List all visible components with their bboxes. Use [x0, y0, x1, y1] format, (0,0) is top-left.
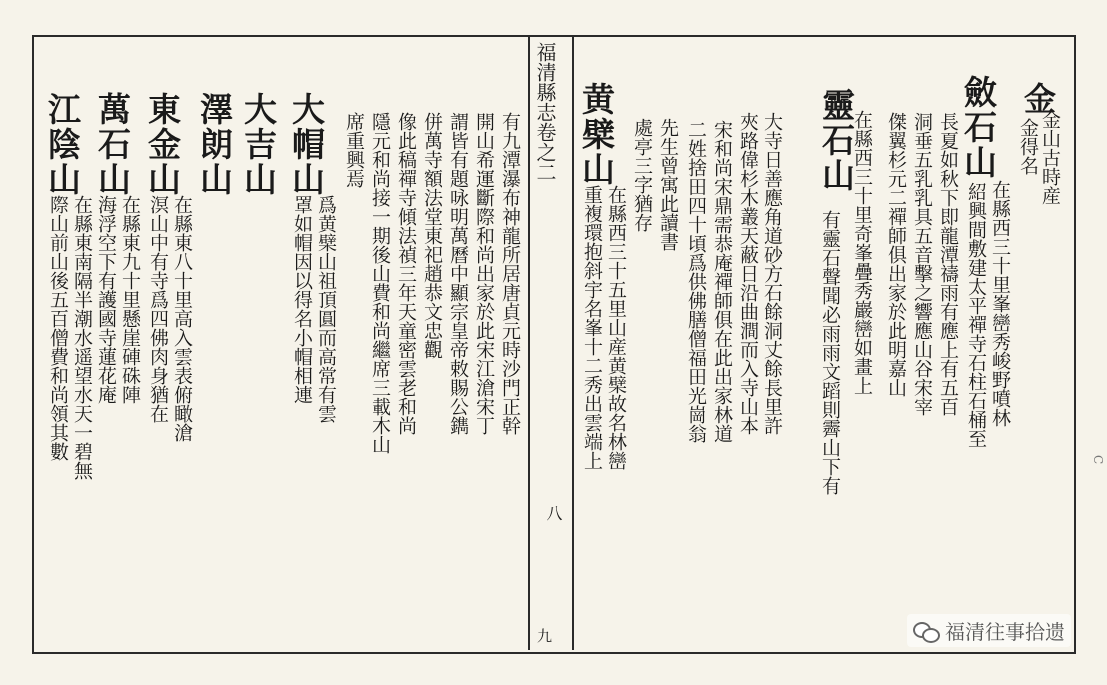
entry-line: 溟山中有寺爲四佛肉身猶在 [147, 195, 169, 423]
entry-line: 在縣西三十里奇峯疊秀巖巒如畫上 [851, 110, 873, 395]
entry-line: 席重興焉 [343, 112, 365, 188]
edge-mark: C [1091, 455, 1105, 465]
entry-line: 重複環抱斜宇名峯十二秀出雲端上 [581, 185, 603, 470]
entry-line: 在縣東八十里高入雲表俯瞰滄 [171, 195, 193, 442]
entry-title-jiangyin: 江陰山 [43, 92, 82, 197]
entry-line: 際山前山後五百僧費和尚領其數 [47, 195, 69, 461]
entry-line: 夾路偉杉木叢天蔽日沿曲澗而入寺山本 [737, 112, 759, 435]
entry-title-lianshi: 斂石山 [959, 75, 998, 180]
entry-tail-line-1: 金山古時産 [1039, 110, 1061, 205]
entry-line: 長夏如秋下即龍潭禱雨有應上有五百 [937, 112, 959, 416]
entry-title-huangnie: 黄檗山 [577, 82, 616, 187]
entry-line: 隱元和尚接一期後山費和尚繼席三載木山 [369, 112, 391, 454]
entry-line: 像此稿禪寺傾法禎三年天童密雲老和尚 [395, 112, 417, 435]
page-number: 九 [535, 628, 553, 643]
entry-line: 海浮空下有護國寺蓮花庵 [95, 195, 117, 404]
entry-line: 罩如帽因以得名小帽相連 [291, 195, 313, 404]
entry-title-daji: 大吉山 [239, 92, 278, 197]
entry-line: 在縣西三十五里山産黄檗故名林巒 [605, 185, 627, 470]
entry-line: 紹興間敷建太平禪寺石柱石桶至 [965, 182, 987, 448]
wechat-icon [913, 620, 939, 642]
watermark-text: 福清往事拾遗 [945, 620, 1065, 644]
entry-tail-char-1: 金 [1019, 82, 1057, 116]
entry-title-dongjin: 東金山 [143, 92, 182, 197]
entry-line: 處亭三字猶存 [631, 118, 653, 232]
entry-line: 洞垂五乳乳具五音擊之響應山谷宋宰 [911, 112, 933, 416]
entry-line: 二姓捨田四十頃爲供佛膳僧福田光崗翁 [685, 120, 707, 443]
entry-line: 在縣東南隔半潮水遥望水天一碧無 [71, 195, 93, 480]
entry-title-damao: 大帽山 [287, 92, 326, 197]
entry-line: 爲黄檗山祖頂圓而高常有雲 [315, 195, 337, 423]
entry-line: 謂皆有題咏明萬曆中顯宗皇帝敕賜公鐫 [447, 112, 469, 435]
entry-line: 宋和尚宋鼎需恭庵禪師俱在此出家林道 [711, 120, 733, 443]
entry-line: 在縣東九十里懸崖硨硃陣 [119, 195, 141, 404]
entry-line: 開山希運斷際和尚出家於此宋江滄宋丁 [473, 112, 495, 435]
watermark [907, 614, 1071, 647]
entry-line: 有靈石聲聞必雨雨文蹈則霽山下有 [819, 210, 841, 495]
entry-line: 有九潭瀑布神龍所居唐貞元時沙門正幹 [499, 112, 521, 435]
entry-line: 傑翼杉元二禪師俱出家於此明嘉山 [885, 112, 907, 397]
entry-line: 併萬寺額法堂東祀趙恭文忠觀 [421, 112, 443, 359]
entry-title-lingshi: 靈石山 [817, 88, 856, 193]
book-title: 福清縣志卷之二 [533, 42, 557, 182]
entry-line: 先生曾寓此讀書 [657, 118, 679, 251]
entry-tail-line-2: 金得名 [1017, 118, 1039, 175]
folio-mark: 八 [544, 505, 563, 521]
entry-title-wanshi: 萬石山 [93, 92, 132, 197]
entry-line: 大寺日善應角道砂方石餘洞丈餘長里許 [761, 112, 783, 435]
entry-title-zelang: 澤朗山 [195, 92, 234, 197]
entry-line: 在縣西三十里峯巒秀峻野噴林 [989, 180, 1011, 427]
